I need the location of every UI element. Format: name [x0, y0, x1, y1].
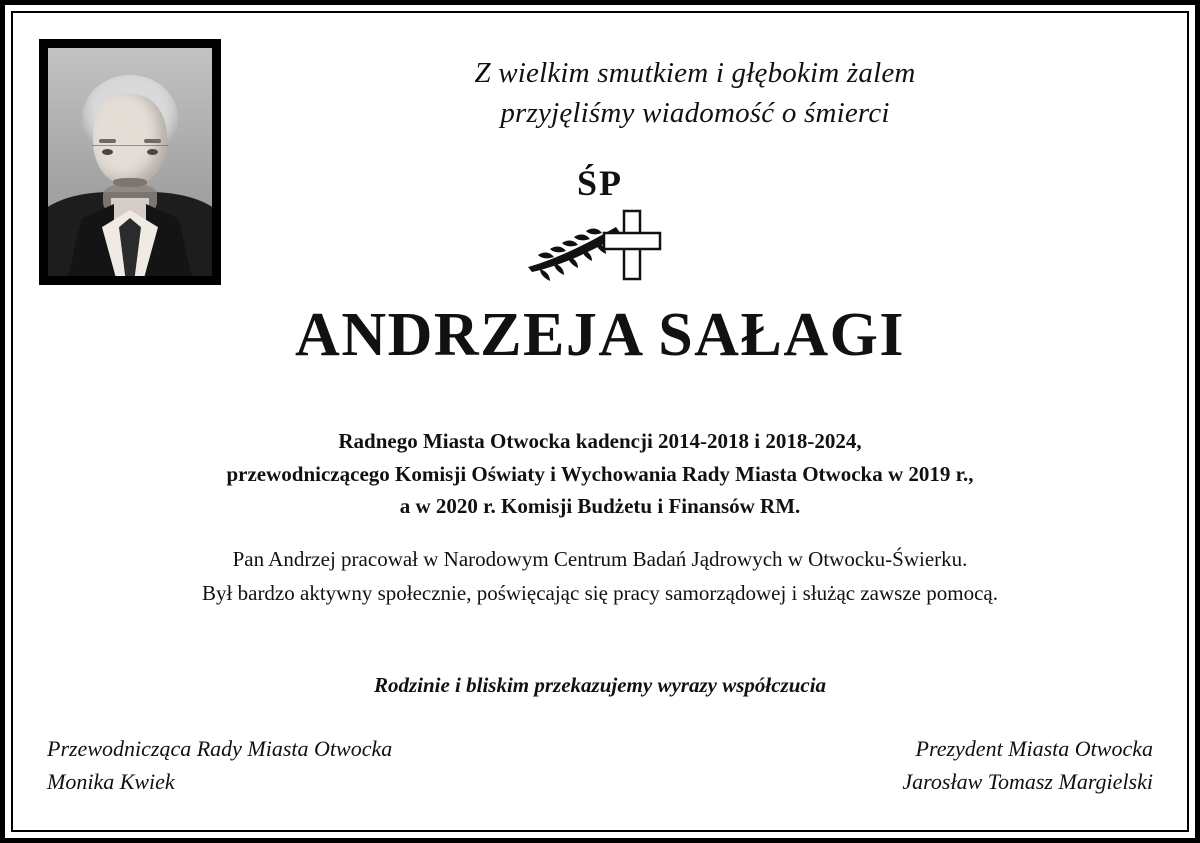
condolence-text: Rodzinie i bliskim przekazujemy wyrazy współczucia: [373, 673, 827, 697]
lead-line-2: przyjęliśmy wiadomość o śmierci: [500, 97, 890, 130]
bio-line-1: Pan Andrzej pracował w Narodowym Centrum Badań Jądrowych w Otwocku-Świerku.: [232, 547, 968, 571]
emblem-block: [13, 165, 1187, 290]
signature-left-name: Monika Kwiek: [47, 769, 175, 794]
deceased-name: ANDRZEJA SAŁAGI: [295, 301, 905, 369]
role-line-1: Radnego Miasta Otwocka kadencji 2014-2018 i 2018-2024,: [338, 429, 862, 453]
signature-right: [902, 732, 1153, 798]
signature-right-title: Prezydent Miasta Otwocka: [915, 736, 1153, 761]
signatures-block: [47, 732, 1153, 798]
sp-abbreviation: ŚP: [576, 163, 623, 203]
role-line-2: przewodniczącego Komisji Oświaty i Wychowania Rady Miasta Otwocka w 2019 r.,: [226, 461, 974, 486]
inner-border-frame: [11, 11, 1189, 832]
role-line-3: a w 2020 r. Komisji Budżetu i Finansów RM.: [399, 494, 801, 519]
lead-line-1: Z wielkim smutkiem i głębokim żalem: [474, 57, 916, 89]
portrait-eyebrow-left: [99, 139, 116, 143]
signature-left-title: Przewodnicząca Rady Miasta Otwocka: [47, 736, 393, 761]
bio-line-2: Był bardzo aktywny społecznie, poświęcając się pracy samorządowej i służąc zawsze pomocą.: [202, 580, 998, 605]
portrait-eyebrow-right: [144, 139, 161, 143]
roles-block: [73, 425, 1127, 523]
biography-block: [73, 543, 1127, 610]
signature-left: [47, 732, 392, 798]
lead-text: [243, 53, 1147, 133]
cross-with-palm-icon: [520, 205, 680, 290]
portrait-glasses: [92, 145, 168, 166]
signature-right-name: Jarosław Tomasz Margielski: [902, 769, 1153, 794]
